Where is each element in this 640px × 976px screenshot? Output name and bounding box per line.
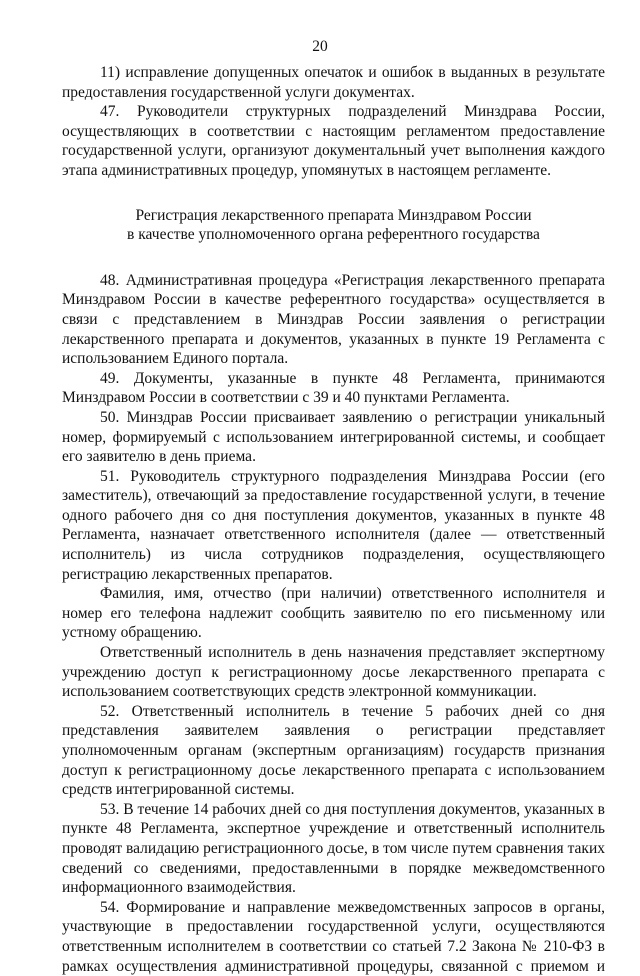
paragraph-48: 48. Административная процедура «Регистрация лекарственного препарата Минздравом России в качестве референтного государства» осуществляется в связи с представлением в Минздрав России заявления о регистрации лекарственного препарата и документов, указанных в пункте 19 Регламента с использованием Единого портала. (62, 271, 605, 368)
page-number: 20 (312, 38, 328, 55)
paragraph-53: 53. В течение 14 рабочих дней со дня поступления документов, указанных в пункте 48 Регламента, экспертное учреждение и ответственный исполнитель проводят валидацию регистрационного досье, в том числе путем сравнения таких сведений со сведениями, предоставленными в порядке межведомственного информационного взаимодействия. (62, 800, 605, 897)
paragraph-50: 50. Минздрав России присваивает заявлению о регистрации уникальный номер, формируемый с использованием интегрированной системы, и сообщает его заявителю в день приема. (62, 408, 605, 466)
paragraph-11: 11) исправление допущенных опечаток и ошибок в выданных в результате предоставления государственной услуги документах. (62, 64, 605, 101)
paragraph-51-fio: Фамилия, имя, отчество (при наличии) ответственного исполнителя и номер его телефона надлежит сообщить заявителю по его письменному или устному обращению. (62, 585, 605, 642)
paragraph-52: 52. Ответственный исполнитель в течение 5 рабочих дней со дня представления заявителем заявления о регистрации представляет уполномоченным органам (экспертным организациям) государств признания доступ к регистрационному досье лекарственного препарата с использованием средств интегрированной системы. (62, 702, 605, 799)
paragraph-49: 49. Документы, указанные в пункте 48 Регламента, принимаются Минздравом России в соответствии с 39 и 40 пунктами Регламента. (62, 369, 605, 407)
paragraph-47: 47. Руководители структурных подразделений Минздрава России, осуществляющих в соответствии с настоящим регламентом предоставление государственной услуги, организуют документальный учет выполнения каждого этапа административных процедур, упомянутых в настоящем регламенте. (62, 103, 605, 179)
section-heading-line-1: Регистрация лекарственного препарата Минздравом России (135, 206, 532, 224)
paragraph-54: 54. Формирование и направление межведомственных запросов в органы, участвующие в предоставлении государственной услуги, осуществляются ответственным исполнителем в соответствии со статьей 7.2 Закона № 210-ФЗ в рамках осуществления административной процедуры, связанной с приемом и (62, 898, 605, 975)
paragraph-51-responsible: Ответственный исполнитель в день назначения представляет экспертному учреждению доступ к регистрационному досье лекарственного препарата с использованием соответствующих средств электронной коммуникации. (62, 644, 605, 701)
paragraph-51: 51. Руководитель структурного подразделения Минздрава России (его заместитель), отвечающий за предоставление государственной услуги, в течение одного рабочего дня со дня поступления документов, указанных в пункте 48 Регламента, назначает ответственного исполнителя (далее — ответственный исполнитель) из числа сотрудников подразделения, осуществляющего регистрацию лекарственных препаратов. (62, 467, 605, 583)
document-body (62, 63, 605, 976)
section-heading-line-2: в качестве уполномоченного органа референтного государства (127, 226, 540, 244)
section-heading (62, 206, 605, 245)
